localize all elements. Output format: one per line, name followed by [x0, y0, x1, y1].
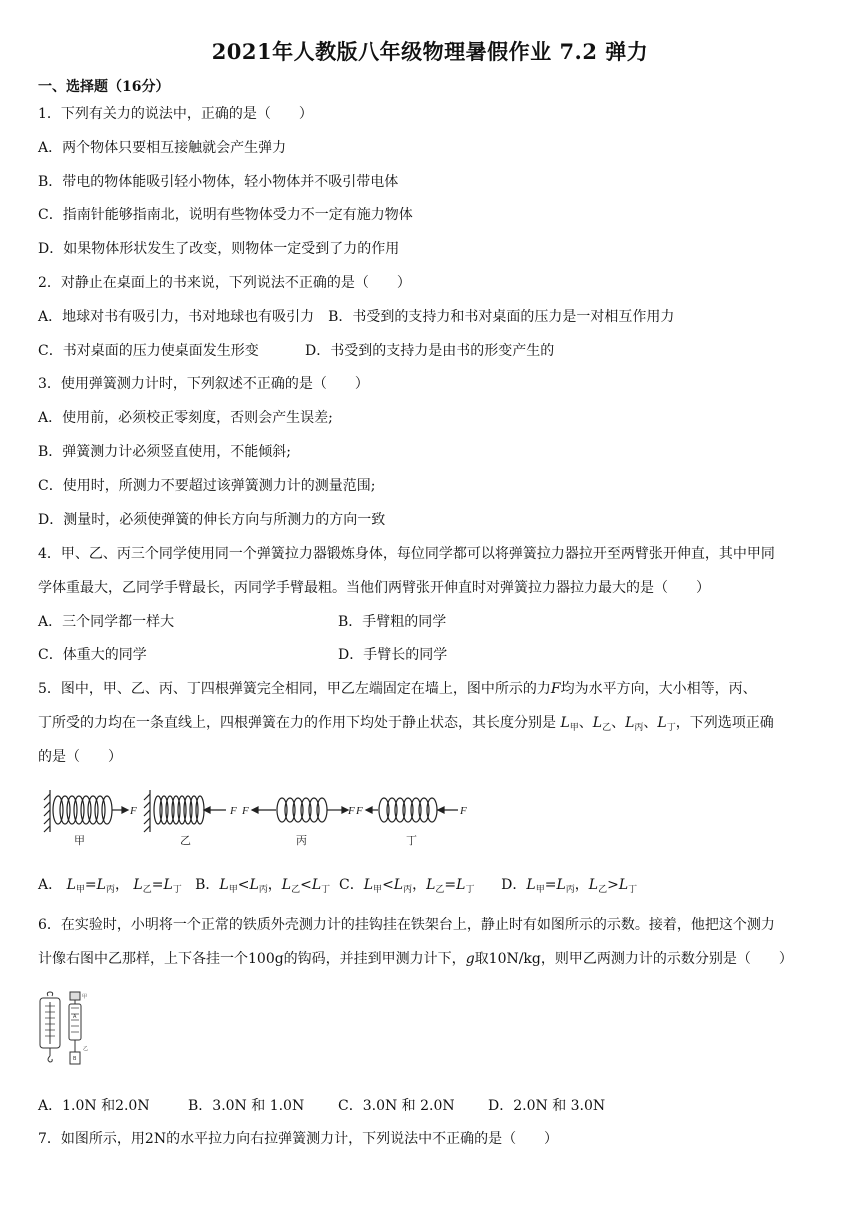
springs-figure: [40, 780, 480, 850]
question-3-option-d: D．测量时，必须使弹簧的伸长方向与所测力的方向一致: [38, 512, 386, 528]
question-3-stem: 3．使用弹簧测力计时，下列叙述不正确的是（ ）: [38, 376, 369, 392]
spring-yi: [154, 796, 204, 824]
question-2-option-c: C．书对桌面的压力使桌面发生形变: [38, 343, 259, 359]
question-5-stem-line-3: 的是（ ）: [38, 749, 122, 765]
question-6-stem-line-1: 6．在实验时，小明将一个正常的铁质外壳测力计的挂钩挂在铁架台上，静止时有如图所示的示数。接着，他把这个测力: [38, 917, 775, 933]
question-1-option-b: B．带电的物体能吸引轻小物体，轻小物体并不吸引带电体: [38, 174, 399, 190]
question-1-option-a: A．两个物体只要相互接触就会产生弹力: [38, 140, 287, 156]
arrow-left-icon: [204, 807, 210, 813]
balance-yi-body: [69, 1004, 81, 1040]
figure-label-a: A: [73, 1014, 77, 1020]
figure-label-b: B: [73, 1056, 77, 1062]
question-3-option-a: A．使用前，必须校正零刻度，否则会产生误差;: [38, 410, 333, 426]
force-label: F: [130, 805, 137, 817]
arrow-left-icon: [366, 807, 372, 813]
question-1-option-d: D．如果物体形状发生了改变，则物体一定受到了力的作用: [38, 241, 400, 257]
arrow-left-icon: [438, 807, 444, 813]
force-label: F: [460, 805, 467, 817]
question-2-options-ab: A．地球对书有吸引力，书对地球也有吸引力 B．书受到的支持力和书对桌面的压力是一对相互作用力: [38, 309, 675, 325]
document-title: 2021年人教版八年级物理暑假作业 7.2 弹力: [211, 39, 649, 64]
figure-label-yi: 乙: [83, 1046, 89, 1052]
question-3-option-b: B．弹簧测力计必须竖直使用，不能倾斜;: [38, 444, 292, 460]
question-6-option-a: A．1.0N 和2.0N: [38, 1098, 150, 1114]
question-7-stem: 7．如图所示，用2N的水平拉力向右拉弹簧测力计，下列说法中不正确的是（ ）: [38, 1131, 559, 1147]
arrow-left-icon: [252, 807, 258, 813]
question-4-option-b: B．手臂粗的同学: [338, 614, 447, 630]
spring-label-yi: 乙: [180, 834, 191, 847]
section-heading: 一、选择题（16分）: [38, 79, 170, 95]
force-label: F: [348, 805, 355, 817]
figure-label-jia: 甲: [82, 994, 88, 1000]
question-6-option-c: C．3.0N 和 2.0N: [338, 1098, 455, 1114]
arrow-right-icon: [122, 807, 128, 813]
force-label: F: [356, 805, 363, 817]
spring-jia: [53, 796, 112, 824]
force-label: F: [242, 805, 249, 817]
question-5-stem-line-1: 5．图中，甲、乙、丙、丁四根弹簧完全相同，甲乙左端固定在墙上，图中所示的力F均为水平方向，大小相等，丙、: [38, 681, 757, 697]
question-5-options: A． $L_甲=L_丙$， $L_乙=L_丁$ B．$L_甲<L_丙$，$L_乙<L_丁$ C．$L_甲<L_丙$，$L_乙=L_丁$ D．$L_甲=L_丙$，$L_乙>L_丁$: [38, 877, 638, 895]
wall-1-hatch: [44, 794, 50, 832]
question-6-option-b: B．3.0N 和 1.0N: [188, 1098, 305, 1114]
hook-icon: [48, 1056, 52, 1062]
question-4-option-c: C．体重大的同学: [38, 647, 147, 663]
hook-icon: [47, 992, 52, 996]
spring-label-ding: 丁: [406, 834, 417, 847]
spring-balances-figure: [36, 990, 96, 1072]
spring-label-bing: 丙: [296, 834, 307, 847]
spring-label-jia: 甲: [74, 834, 85, 847]
question-4-stem-line-2: 学体重最大，乙同学手臂最长，丙同学手臂最粗。当他们两臂张开伸直时对弹簧拉力器拉力最大的是（ ）: [38, 580, 710, 596]
question-4-option-a: A．三个同学都一样大: [38, 614, 175, 630]
wall-2-hatch: [144, 794, 150, 832]
question-4-stem-line-1: 4．甲、乙、丙三个同学使用同一个弹簧拉力器锻炼身体，每位同学都可以将弹簧拉力器拉开至两臂张开伸直，其中甲同: [38, 546, 775, 562]
spring-ding: [379, 798, 437, 822]
force-label: F: [230, 805, 237, 817]
question-1-option-c: C．指南针能够指南北，说明有些物体受力不一定有施力物体: [38, 207, 413, 223]
question-1-stem: 1．下列有关力的说法中，正确的是（ ）: [38, 106, 313, 122]
question-2-option-d: D．书受到的支持力是由书的形变产生的: [305, 343, 555, 359]
question-4-option-d: D．手臂长的同学: [338, 647, 448, 663]
question-6-stem-line-2: 计像右图中乙那样，上下各挂一个100g的钩码，并挂到甲测力计下，g取10N/kg，则甲乙两测力计的示数分别是（ ）: [38, 951, 793, 967]
question-3-option-c: C．使用时，所测力不要超过该弹簧测力计的测量范围;: [38, 478, 376, 494]
question-6-option-d: D．2.0N 和 3.0N: [488, 1098, 606, 1114]
question-2-stem: 2．对静止在桌面上的书来说，下列说法不正确的是（ ）: [38, 275, 411, 291]
spring-bing: [277, 798, 327, 822]
question-5-stem-line-2: 丁所受的力均在一条直线上，四根弹簧在力的作用下均处于静止状态，其长度分别是 $L_甲$、$L_乙$、$L_丙$、$L_丁$，下列选项正确: [38, 715, 774, 733]
